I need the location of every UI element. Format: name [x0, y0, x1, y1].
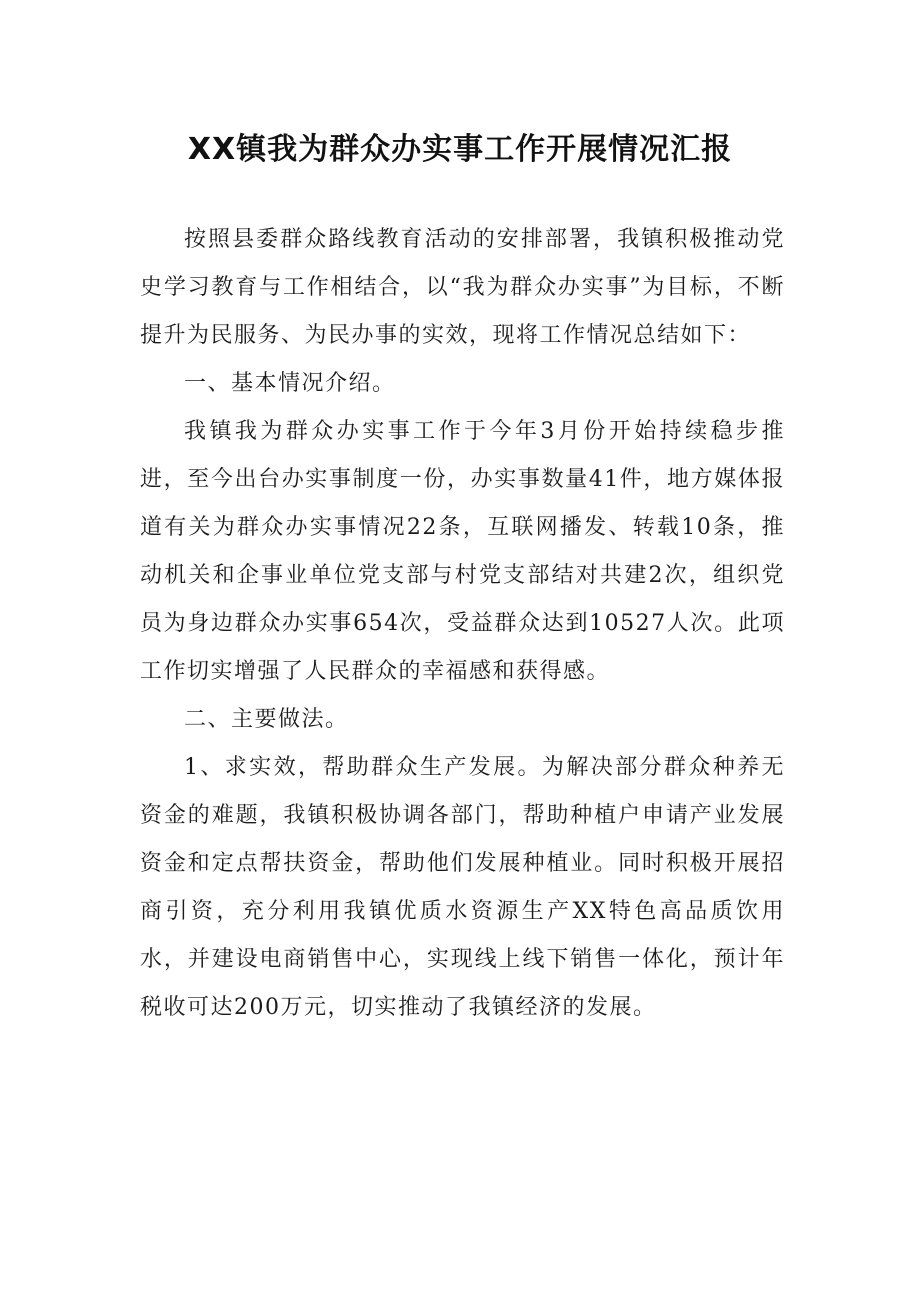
section-heading-main-practices: 二、主要做法。 — [184, 707, 349, 732]
document-body — [140, 216, 785, 1032]
section-heading-basic-situation: 一、基本情况介绍。 — [184, 371, 396, 396]
document-title: XX镇我为群众办实事工作开展情况汇报 — [187, 132, 733, 167]
paragraph-practice-1: 1、求实效，帮助群众生产发展。为解决部分群众种养无资金的难题，我镇积极协调各部门，帮助种植户申请产业发展资金和定点帮扶资金，帮助他们发展种植业。同时积极开展招商引资，充分利用我镇优质水资源生产XX特色高品质饮用水，并建设电商销售中心，实现线上线下销售一体化，预计年税收可达200万元，切实推动了我镇经济的发展。 — [140, 755, 785, 1020]
paragraph-intro: 按照县委群众路线教育活动的安排部署，我镇积极推动党史学习教育与工作相结合，以“我为群众办实事”为目标，不断提升为民服务、为民办事的实效，现将工作情况总结如下： — [140, 227, 785, 348]
paragraph-basic-situation: 我镇我为群众办实事工作于今年3月份开始持续稳步推进，至今出台办实事制度一份，办实事数量41件，地方媒体报道有关为群众办实事情况22条，互联网播发、转载10条，推动机关和企事业单位党支部与村党支部结对共建2次，组织党员为身边群众办实事654次，受益群众达到10527人次。此项工作切实增强了人民群众的幸福感和获得感。 — [140, 419, 785, 684]
